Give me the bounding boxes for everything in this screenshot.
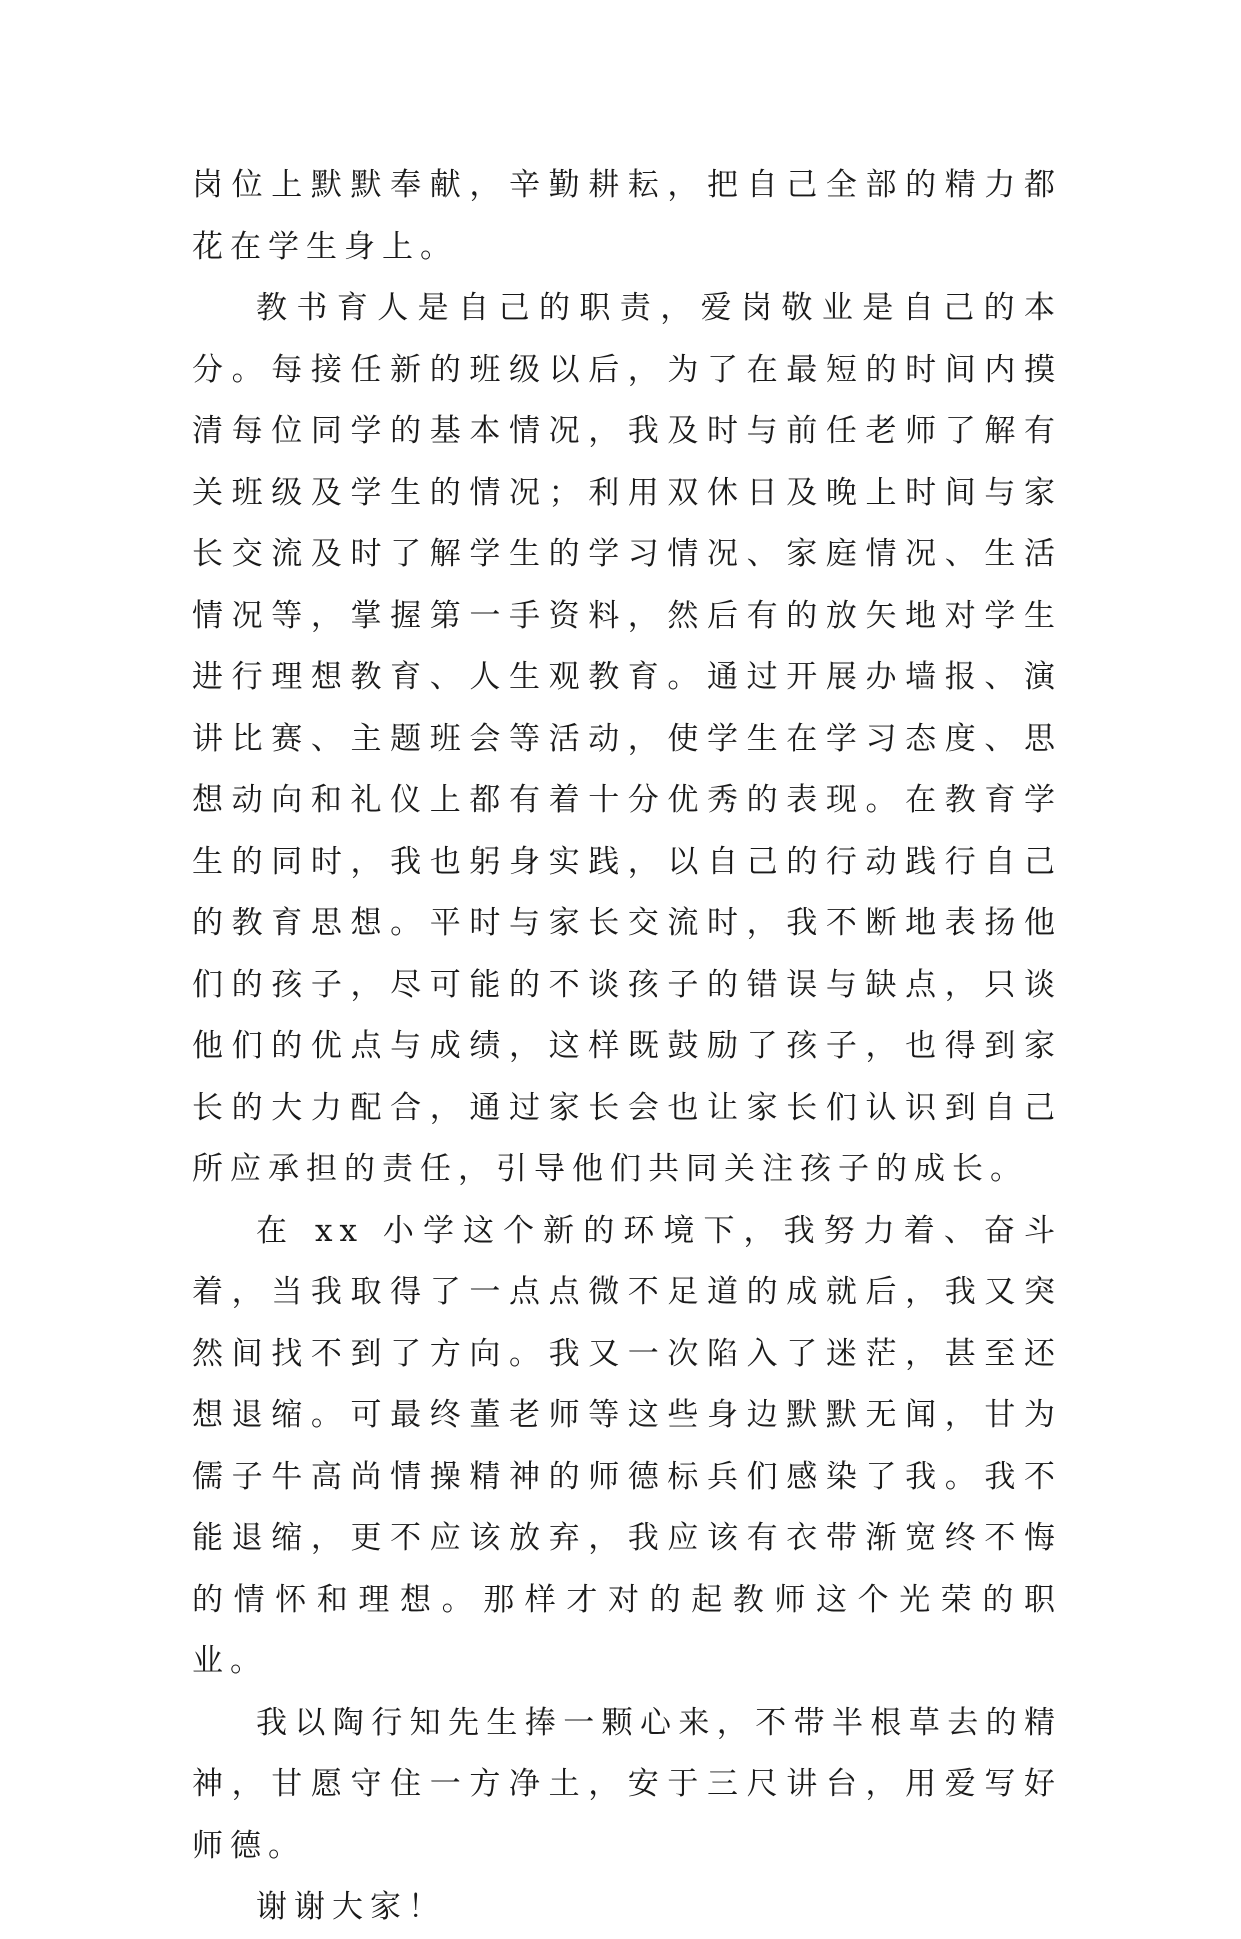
paragraph-tao-xingzhi: 我以陶行知先生捧一颗心来，不带半根草去的精神，甘愿守住一方净土，安于三尺讲台，用爱写好师德。 — [192, 1704, 1062, 1864]
paragraph-new-environment: 在 xx 小学这个新的环境下，我努力着、奋斗着，当我取得了一点点微不足道的成就后，我又突然间找不到了方向。我又一次陷入了迷茫，甚至还想退缩。可最终董老师等这些身边默默无闻，甘为儒子牛高尚情操精神的师德标兵们感染了我。我不能退缩，更不应该放弃，我应该有衣带渐宽终不悔的情怀和理想。那样才对的起教师这个光荣的职业。 — [192, 1212, 1062, 1679]
document-body — [192, 155, 1062, 1939]
paragraph-continuation: 岗位上默默奉献，辛勤耕耘，把自己全部的精力都花在学生身上。 — [192, 167, 1062, 265]
paragraph-teaching-duty: 教书育人是自己的职责，爱岗敬业是自己的本分。每接任新的班级以后，为了在最短的时间内摸清每位同学的基本情况，我及时与前任老师了解有关班级及学生的情况；利用双休日及晚上时间与家长交流及时了解学生的学习情况、家庭情况、生活情况等，掌握第一手资料，然后有的放矢地对学生进行理想教育、人生观教育。通过开展办墙报、演讲比赛、主题班会等活动，使学生在学习态度、思想动向和礼仪上都有着十分优秀的表现。在教育学生的同时，我也躬身实践，以自己的行动践行自己的教育思想。平时与家长交流时，我不断地表扬他们的孩子，尽可能的不谈孩子的错误与缺点，只谈他们的优点与成绩，这样既鼓励了孩子，也得到家长的大力配合，通过家长会也让家长们认识到自己所应承担的责任，引导他们共同关注孩子的成长。 — [192, 290, 1062, 1187]
paragraph-thanks: 谢谢大家！ — [256, 1889, 446, 1925]
